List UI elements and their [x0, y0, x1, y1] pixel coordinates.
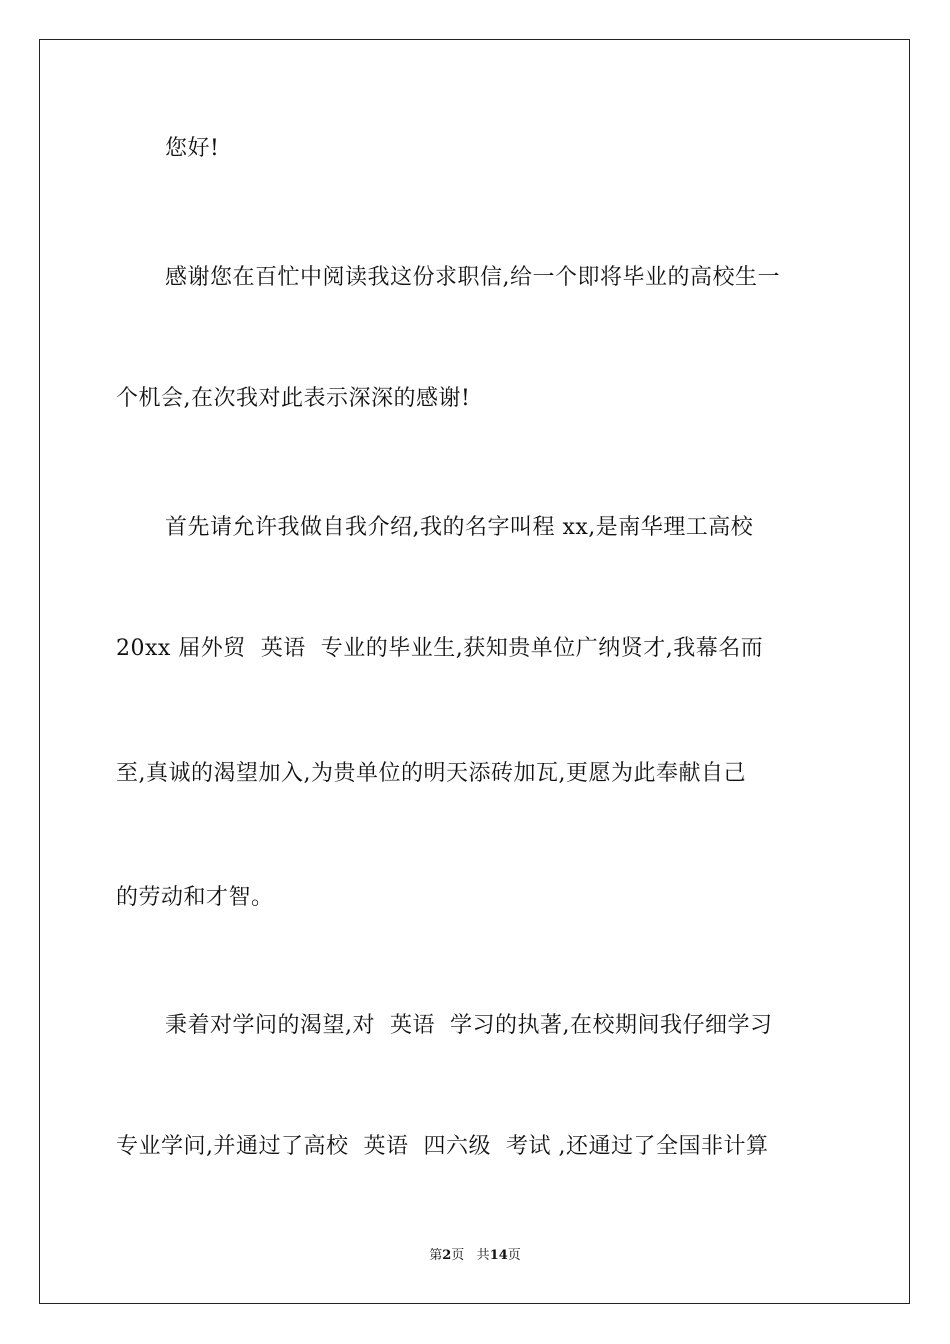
footer-total-pages: 14 [489, 1248, 508, 1263]
page-border [39, 39, 910, 1304]
paragraph-line: 感谢您在百忙中阅读我这份求职信,给一个即将毕业的高校生一 [165, 265, 780, 290]
greeting-line: 您好! [165, 136, 220, 161]
footer-page-suffix: 页 [451, 1248, 465, 1263]
page-footer [0, 1248, 950, 1264]
paragraph-line: 个机会,在次我对此表示深深的感谢! [116, 386, 471, 411]
paragraph-line: 首先请允许我做自我介绍,我的名字叫程 xx,是南华理工高校 [165, 515, 754, 540]
footer-page-prefix: 第 [429, 1248, 443, 1263]
paragraph-line: 至,真诚的渴望加入,为贵单位的明天添砖加瓦,更愿为此奉献自己 [116, 761, 746, 786]
paragraph-line: 秉着对学问的渴望,对 英语 学习的执著,在校期间我仔细学习 [165, 1013, 773, 1038]
footer-page-number: 2 [442, 1248, 452, 1263]
paragraph-line: 20xx 届外贸 英语 专业的毕业生,获知贵单位广纳贤才,我幕名而 [116, 636, 764, 661]
paragraph-line: 的劳动和才智。 [116, 885, 274, 910]
footer-total-prefix: 共 [476, 1248, 490, 1263]
paragraph-line: 专业学问,并通过了高校 英语 四六级 考试 ,还通过了全国非计算 [116, 1134, 769, 1159]
footer-total-suffix: 页 [507, 1248, 521, 1263]
